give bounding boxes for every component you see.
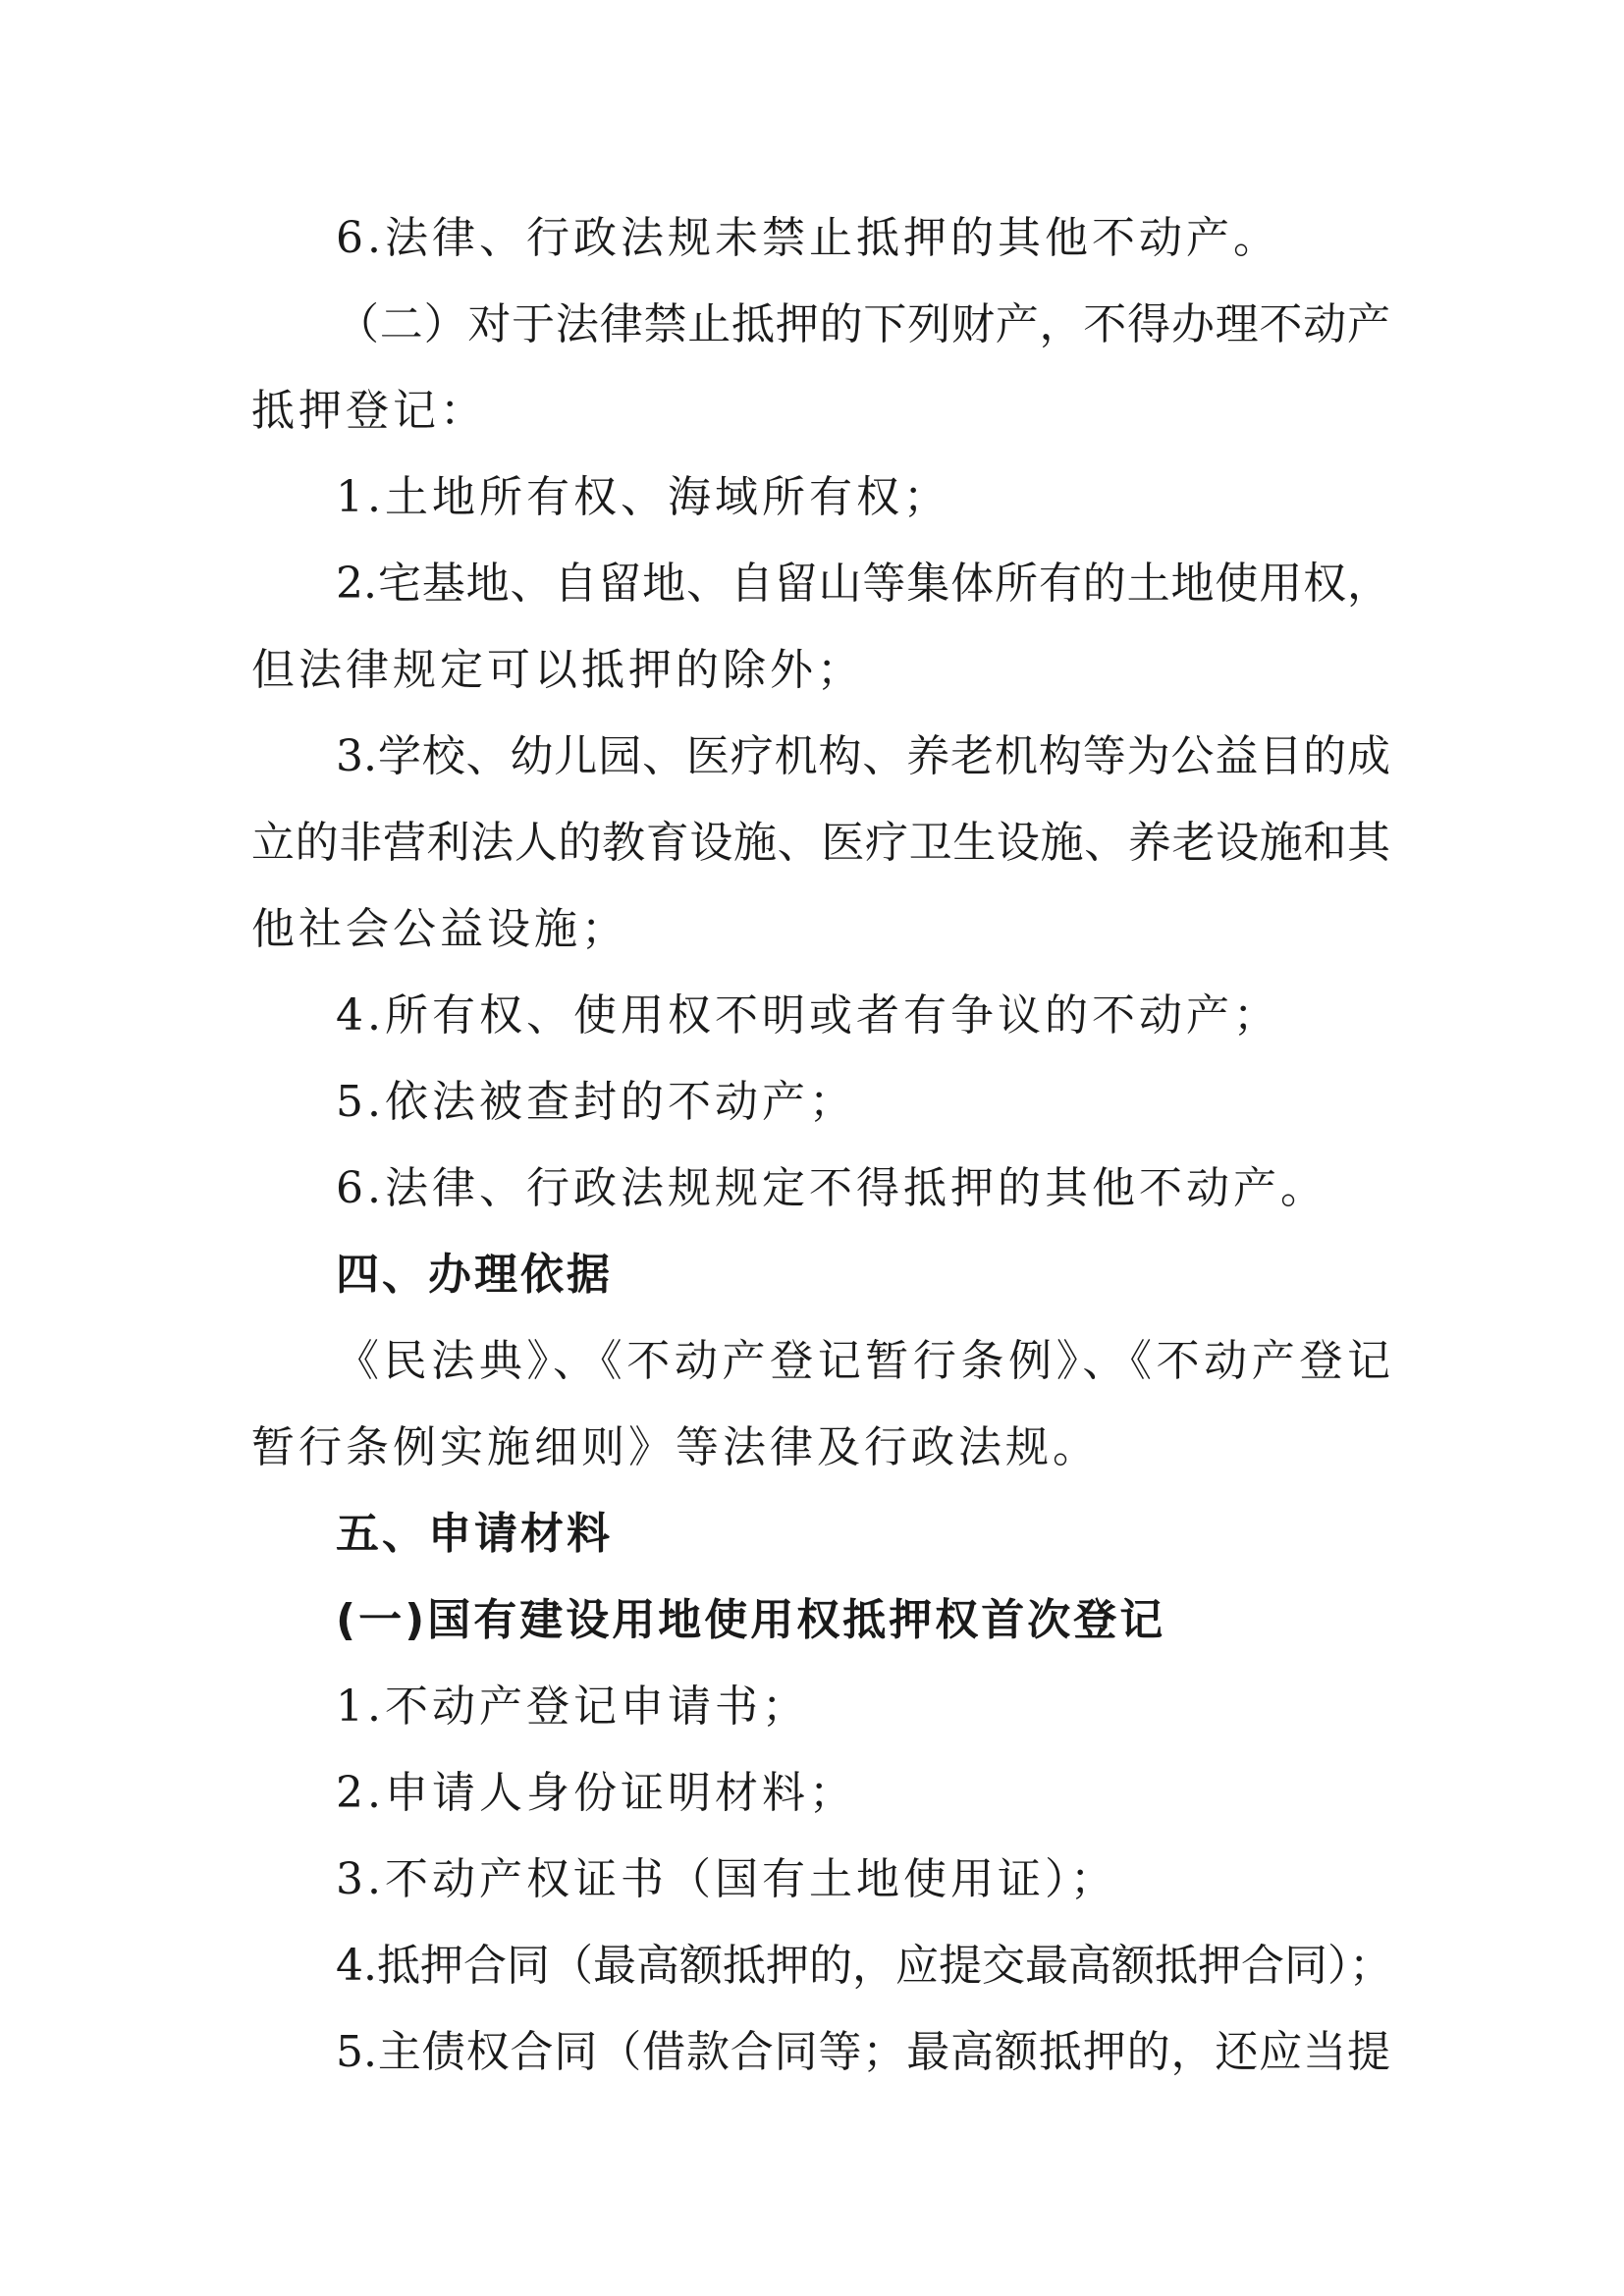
prohibited-item-3-cont: 立的非营利法人的教育设施、医疗卫生设施、养老设施和其 — [251, 818, 1390, 868]
section-heading-materials: 五、申请材料 — [336, 1509, 613, 1559]
material-item-5: 5.主债权合同（借款合同等；最高额抵押的，还应当提 — [336, 2027, 1390, 2077]
material-item-4: 4.抵押合同（最高额抵押的，应提交最高额抵押合同）； — [336, 1941, 1392, 1991]
list-item-6-not-prohibited: 6.法律、行政法规未禁止抵押的其他不动产。 — [336, 213, 1280, 263]
subsection-heading-first-registration: (一)国有建设用地使用权抵押权首次登记 — [336, 1595, 1166, 1645]
material-item-2: 2.申请人身份证明材料； — [336, 1768, 856, 1818]
section-2-intro-cont: 抵押登记： — [251, 386, 487, 436]
prohibited-item-3: 3.学校、幼儿园、医疗机构、养老机构等为公益目的成 — [336, 731, 1390, 781]
prohibited-item-3-cont-2: 他社会公益设施； — [251, 904, 628, 954]
basis-text-cont: 暂行条例实施细则》等法律及行政法规。 — [251, 1422, 1100, 1472]
material-item-3: 3.不动产权证书（国有土地使用证）； — [336, 1854, 1117, 1904]
basis-text: 《民法典》、《不动产登记暂行条例》、《不动产登记 — [336, 1336, 1390, 1386]
section-2-intro: （二）对于法律禁止抵押的下列财产，不得办理不动产 — [336, 299, 1390, 349]
prohibited-item-2-cont: 但法律规定可以抵押的除外； — [251, 645, 864, 695]
prohibited-item-5: 5.依法被查封的不动产； — [336, 1077, 856, 1127]
section-heading-basis: 四、办理依据 — [336, 1250, 613, 1300]
material-item-1: 1.不动产登记申请书； — [336, 1682, 809, 1732]
prohibited-item-6: 6.法律、行政法规规定不得抵押的其他不动产。 — [336, 1163, 1327, 1213]
prohibited-item-2: 2.宅基地、自留地、自留山等集体所有的土地使用权， — [336, 559, 1390, 609]
prohibited-item-1: 1.土地所有权、海域所有权； — [336, 472, 950, 522]
prohibited-item-4: 4.所有权、使用权不明或者有争议的不动产； — [336, 990, 1280, 1041]
